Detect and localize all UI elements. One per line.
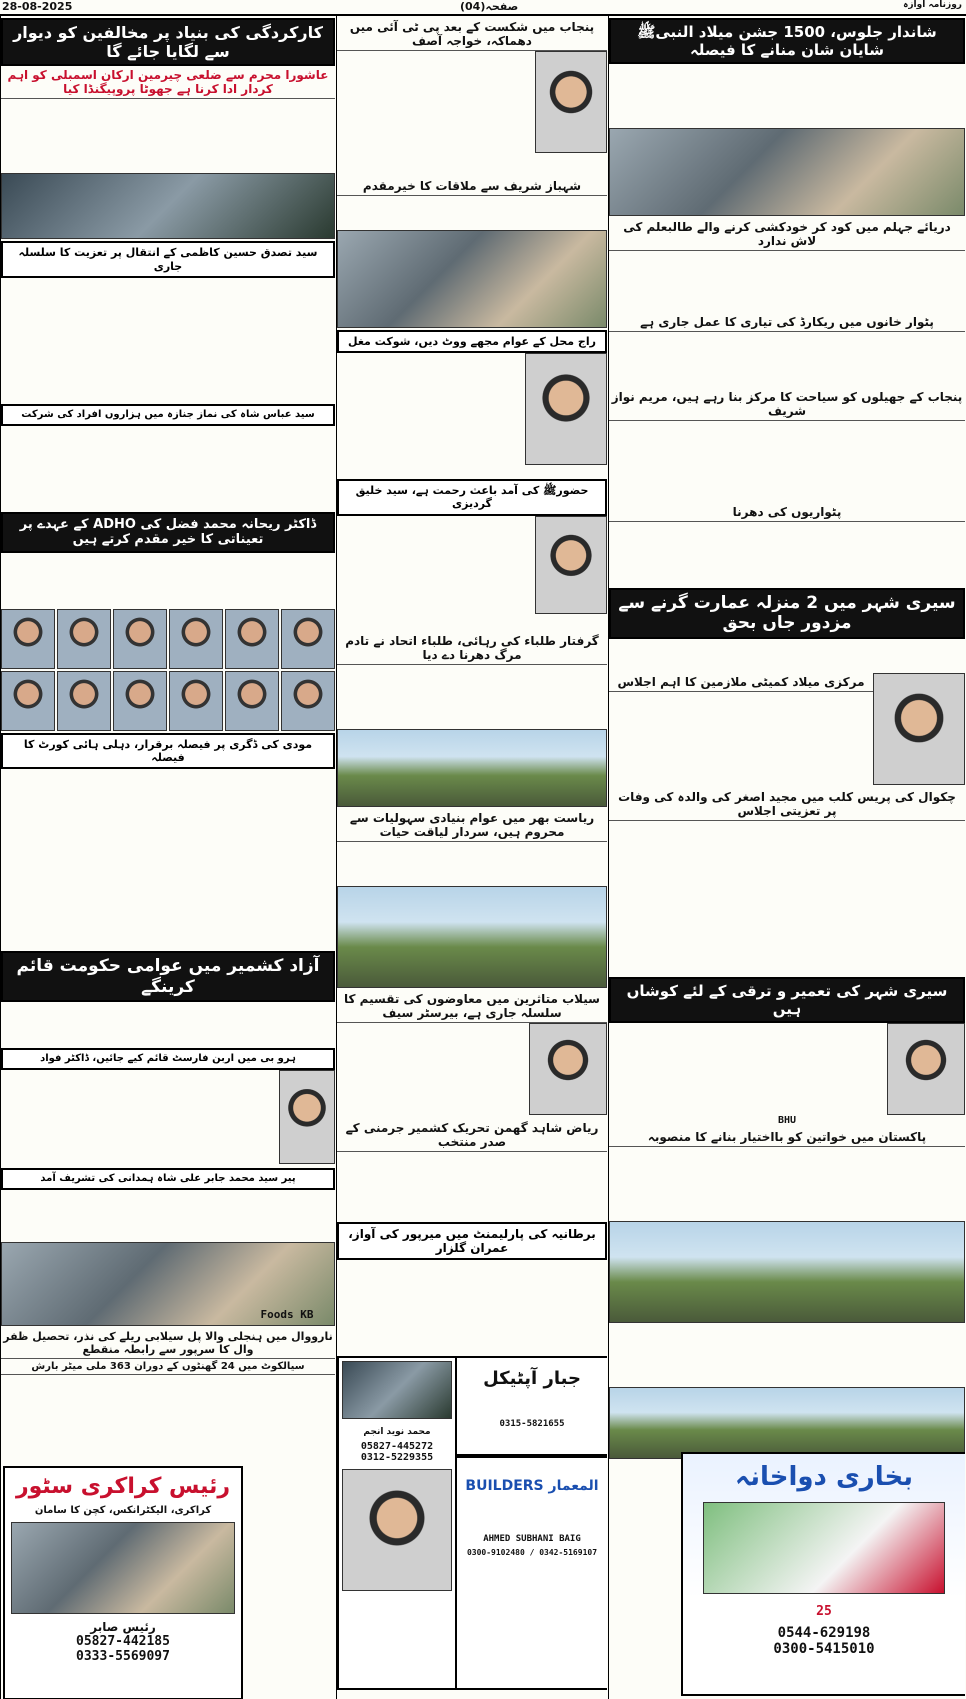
portrait-photo — [887, 1023, 965, 1115]
foods-label: Foods KB — [260, 1308, 314, 1321]
headline: مرکزی میلاد کمیٹی ملازمین کا اہم اجلاس — [609, 673, 873, 692]
headline: پٹوار خانوں میں ریکارڈ کی تیاری کا عمل جاری ہے — [609, 313, 965, 332]
builder-name: المعمار BUILDERS — [465, 1478, 599, 1494]
story-text — [337, 196, 607, 230]
headline: ریاض شاہد گھمن تحریک کشمیر جرمنی کے صدر منتخب — [337, 1119, 607, 1152]
story-6 — [1, 951, 335, 1046]
story-4 — [609, 388, 965, 501]
ad-phone-1: 0544-629198 — [777, 1625, 871, 1641]
story-3 — [1, 404, 335, 510]
imprint-photo — [342, 1361, 452, 1419]
headline: دریائے جہلم میں کود کر خودکشی کرنے والے طالبعلم کی لاش ندارد — [609, 218, 965, 251]
story-2 — [337, 177, 607, 328]
imprint-box — [337, 1356, 457, 1690]
ad-phone-1: 05827-442185 — [76, 1634, 170, 1649]
story-5 — [609, 503, 965, 586]
paper-name: روزنامہ آوازہ — [903, 0, 962, 10]
story-text — [609, 251, 965, 311]
face-photo — [1, 609, 55, 669]
column-middle — [336, 16, 607, 1699]
protest-photo — [337, 729, 607, 807]
portrait-photo — [529, 1023, 607, 1115]
tree-planting-photo — [609, 1387, 965, 1459]
story-text — [609, 1323, 965, 1387]
headline: حضورﷺ کی آمد باعث رحمت ہے، سید خلیق گردیزی — [337, 479, 607, 515]
story-1 — [337, 18, 607, 175]
builders-ad — [455, 1456, 607, 1690]
portrait-photo — [873, 673, 965, 785]
products-photo — [11, 1522, 235, 1614]
story-text — [1, 1002, 335, 1046]
ad-phone-2: 0333-5569097 — [76, 1649, 170, 1664]
ad-phone-2: 0300-5415010 — [773, 1641, 875, 1657]
subheadline: عاشورا محرم سے ضلعی چیرمین ارکان اسمبلی کو اہم کردار ادا کرنا ہے جھوٹا پروپیگنڈا کیا — [1, 66, 335, 99]
column-right — [608, 16, 965, 1699]
builder-owner: AHMED SUBHANI BAIG — [483, 1534, 581, 1544]
bhu-badge: BHU — [777, 1114, 797, 1126]
story-8 — [609, 788, 965, 975]
story-9 — [337, 1222, 607, 1305]
story-text — [337, 1260, 607, 1304]
story-text — [1, 769, 335, 949]
headline: پاکستان میں خواتین کو بااختیار بنانے کا منصوبہ — [609, 1128, 965, 1147]
story-9 — [1, 1328, 335, 1469]
optical-title: جبار آپٹیکل — [483, 1368, 581, 1389]
faces-grid — [1, 609, 335, 731]
page-number: صفحہ(04) — [460, 0, 519, 13]
headline: چکوال کی پریس کلب میں مجید اصغر کی والدہ کی وفات پر تعزیتی اجلاس — [609, 788, 965, 821]
optical-ad — [455, 1356, 607, 1456]
headline: پٹواریوں کی دھرنا — [609, 503, 965, 522]
story-8 — [1, 1168, 335, 1326]
ad-owner: رئیس صابر — [90, 1620, 156, 1634]
face-photo — [281, 609, 335, 669]
meeting-photo — [337, 230, 607, 328]
headline: پنجاب کے جھیلوں کو سیاحت کا مرکز بنا رہے ہیں، مریم نواز شریف — [609, 388, 965, 421]
story-text — [609, 64, 965, 128]
story-3 — [337, 330, 607, 477]
headline: شاندار جلوس، 1500 جشن میلاد النبیﷺ شایان شان منانے کا فیصلہ — [609, 18, 965, 64]
story-5 — [337, 632, 607, 807]
foods-notice — [241, 1308, 333, 1321]
story-text — [609, 1023, 887, 1107]
headline: شہباز شریف سے ملاقات کا خیرمقدم — [337, 177, 607, 196]
headline: راج محل کے عوام مجھے ووٹ دیں، شوکت مغل — [337, 330, 607, 353]
ad-badge: 25 — [816, 1604, 832, 1619]
imprint-phone-2: 0312-5229355 — [360, 1452, 434, 1463]
face-photo — [113, 671, 167, 731]
story-text — [609, 1147, 965, 1221]
headline: برطانیہ کی پارلیمنٹ میں میرپور کی آواز، عمران گلزار — [337, 1222, 607, 1261]
portrait-photo — [535, 51, 607, 153]
story-text — [609, 421, 965, 501]
story-text — [1, 99, 335, 173]
story-6 — [337, 809, 607, 988]
face-photo — [113, 609, 167, 669]
headline: نارووال میں ہنجلی والا پل سیلابی ریلے کی نذر، تحصیل ظفر وال کا سرپور سے رابطہ منقطع — [1, 1328, 335, 1359]
story-8 — [337, 1119, 607, 1220]
story-text — [337, 665, 607, 729]
subheadline: سیالکوٹ میں 24 گھنٹوں کے دوران 363 ملی میٹر بارش — [1, 1359, 335, 1375]
headline: سیری شہر کی تعمیر و ترقی کے لئے کوشاں ہیں — [609, 977, 965, 1023]
ad-subtitle: کراکری، الیکٹرانکس، کچن کا سامان — [34, 1505, 212, 1516]
story-2 — [609, 218, 965, 311]
meeting-photo — [609, 128, 965, 216]
face-photo — [1, 671, 55, 731]
story-text — [337, 842, 607, 886]
event-photo — [609, 1221, 965, 1323]
story-4 — [337, 479, 607, 629]
headline: گرفتار طلباء کی رہائی، طلباء اتحاد نے تادم مرگ دھرنا دے دیا — [337, 632, 607, 665]
story-text — [1, 426, 335, 510]
story-1 — [1, 18, 335, 239]
story-text — [609, 522, 965, 586]
headline: سید تصدق حسین کاظمی کے انتقال پر تعزیت کا سلسلہ جاری — [1, 241, 335, 277]
dawakhana-ad — [681, 1452, 965, 1696]
optical-phone: 0315-5821655 — [499, 1419, 565, 1429]
story-text — [609, 639, 965, 671]
portrait-photo — [525, 353, 607, 465]
headline: سید عباس شاہ کی نماز جنازہ میں ہزاروں افراد کی شرکت — [1, 404, 335, 426]
face-photo — [57, 609, 111, 669]
story-text — [609, 821, 965, 975]
headline: ہرو بی میں اربن فارسٹ قائم کیے جائیں، ڈاکٹر فواد — [1, 1048, 335, 1070]
headline: سیلاب متاثرین میں معاوضوں کی تقسیم کا سلسلہ جاری ہے، بیرسٹر سیف — [337, 990, 607, 1023]
column-left — [0, 16, 335, 1699]
products-photo — [703, 1502, 945, 1594]
face-photo — [225, 609, 279, 669]
face-photo — [57, 671, 111, 731]
story-text — [337, 516, 535, 630]
story-text — [337, 353, 525, 477]
story-7 — [609, 673, 965, 786]
headline: پیر سید محمد جابر علی شاہ ہمدانی کی تشریف آمد — [1, 1168, 335, 1190]
story-7 — [337, 990, 607, 1117]
issue-date: 28-08-2025 — [2, 0, 73, 13]
story-text — [1, 1190, 335, 1242]
headline: مودی کی ڈگری پر فیصلہ برقرار، دہلی ہائی کورٹ کا فیصلہ — [1, 733, 335, 769]
face-photo — [225, 671, 279, 731]
story-text — [1, 278, 335, 402]
story-text — [609, 332, 965, 386]
story-text — [337, 1023, 529, 1117]
editor-name: محمد نوید انجم — [363, 1427, 431, 1437]
story-text — [1, 1070, 279, 1166]
event-photo — [337, 886, 607, 988]
story-1 — [609, 18, 965, 216]
portrait-photo — [535, 516, 607, 614]
story-text — [1, 1375, 335, 1469]
portrait-photo — [279, 1070, 335, 1164]
event-photo — [1, 173, 335, 239]
ad-title: بخاری دواخانہ — [734, 1462, 914, 1492]
story-text — [609, 692, 873, 786]
crockery-store-ad — [3, 1466, 243, 1699]
headline: آزاد کشمیر میں عوامی حکومت قائم کرینگے — [1, 951, 335, 1002]
story-5 — [1, 733, 335, 949]
headline: کارکردگی کی بنیاد پر مخالفین کو دیوار سے لگایا جائے گا — [1, 18, 335, 66]
story-9 — [609, 977, 965, 1126]
headline: ریاست بھر میں عوام بنیادی سہولیات سے محروم ہیں، سردار لیاقت حیات — [337, 809, 607, 842]
headline: ڈاکٹر ریحانہ محمد فضل کی ADHO کے عہدے پر تعیناتی کا خیر مقدم کرتے ہیں — [1, 512, 335, 553]
face-photo — [169, 609, 223, 669]
headline: سیری شہر میں 2 منزلہ عمارت گرنے سے مزدور جاں بحق — [609, 588, 965, 639]
builder-phone: 0300-9102480 / 0342-5169107 — [466, 1548, 598, 1557]
headline: پنجاب میں شکست کے بعد پی ٹی آئی میں دھماکہ، خواجہ آصف — [337, 18, 607, 51]
story-3 — [609, 313, 965, 386]
story-6 — [609, 588, 965, 671]
story-text — [1, 553, 335, 609]
story-4 — [1, 512, 335, 731]
face-photo — [281, 671, 335, 731]
face-photo — [169, 671, 223, 731]
ad-title: رئیس کراکری سٹور — [15, 1474, 231, 1499]
story-text — [337, 51, 535, 175]
masthead-bar — [0, 0, 966, 16]
story-7 — [1, 1048, 335, 1166]
imprint-phone-1: 05827-445272 — [360, 1441, 434, 1452]
story-2 — [1, 241, 335, 401]
story-10 — [609, 1128, 965, 1459]
story-text — [337, 1152, 607, 1220]
optical-photo — [342, 1469, 452, 1591]
